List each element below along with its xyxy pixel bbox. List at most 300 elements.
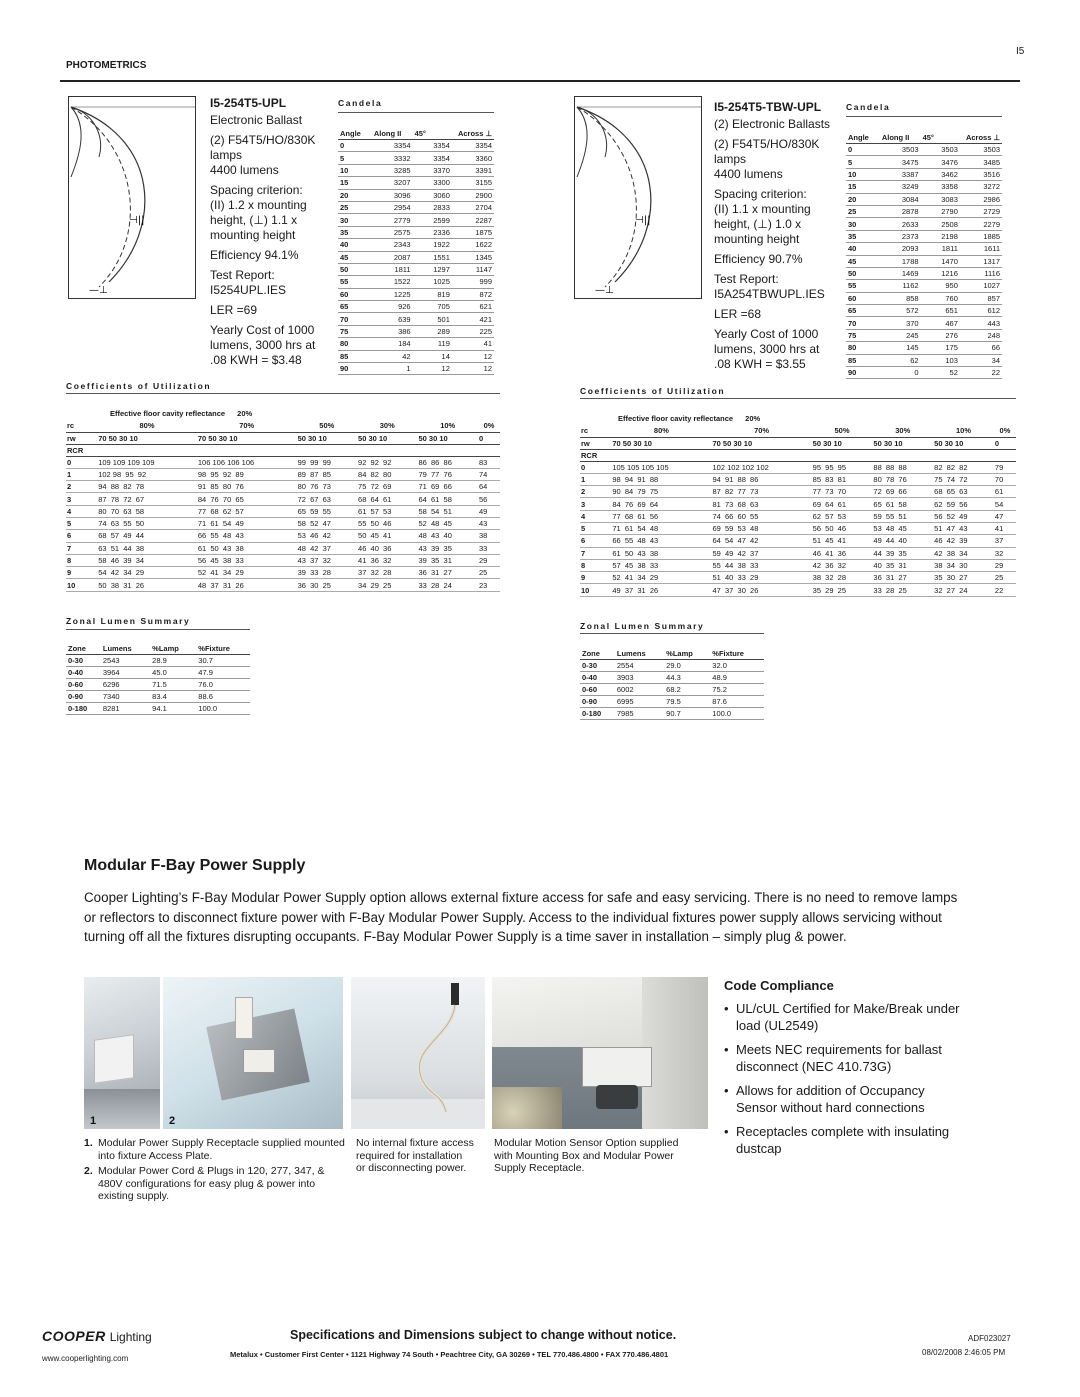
angle-cell: 85	[846, 354, 880, 366]
spec-line: Yearly Cost of 1000	[210, 323, 315, 337]
angle-cell: 20	[846, 193, 880, 205]
value-cell: 83.4	[150, 691, 196, 703]
value-cell: 1116	[960, 267, 1002, 279]
spec-line: lumens, 3000 hrs at	[210, 338, 316, 352]
angle-cell: 10	[846, 168, 880, 180]
angle-cell: 35	[338, 226, 372, 238]
table-row	[66, 703, 250, 715]
table-row	[846, 280, 1002, 292]
value-cell: 100.0	[196, 703, 250, 715]
table-row	[66, 505, 500, 517]
value-cell: 30.7	[196, 655, 250, 667]
candela-title: Candela	[846, 102, 891, 112]
spacer-cell	[812, 449, 873, 461]
value-cell: 8281	[101, 703, 150, 715]
cu-cell: 95 95 95	[812, 461, 873, 473]
value-cell: 1317	[960, 255, 1002, 267]
zonal-table-right	[580, 648, 764, 720]
value-cell: 276	[921, 329, 960, 341]
cu-cell: 38 32 28	[812, 572, 873, 584]
value-cell: 926	[372, 301, 413, 313]
rcr-cell: 2	[580, 486, 611, 498]
list-item: • Meets NEC requirements for ballast disconnect (NEC 410.73G)	[724, 1041, 960, 1075]
effective-pct: 20%	[237, 409, 253, 418]
value-cell: 1297	[413, 263, 452, 275]
doc-id: ADF023027	[968, 1334, 1011, 1343]
value-cell: 3903	[615, 672, 664, 684]
cu-cell: 92 92 92	[357, 456, 417, 468]
value-cell: 3503	[880, 144, 921, 156]
table-row	[338, 301, 494, 313]
value-cell: 3503	[960, 144, 1002, 156]
value-cell: 119	[413, 338, 452, 350]
value-cell: 572	[880, 305, 921, 317]
rc-label: rc	[580, 425, 611, 437]
cu-cell: 29	[994, 559, 1016, 571]
value-cell: 612	[960, 305, 1002, 317]
value-cell: 1875	[452, 226, 494, 238]
value-cell: 29.0	[664, 660, 710, 672]
value-cell: 103	[921, 354, 960, 366]
value-cell: 3475	[880, 156, 921, 168]
col-across: Across ⊥	[452, 128, 494, 140]
spacer-cell	[97, 444, 197, 456]
zone-cell: 0-30	[66, 655, 101, 667]
table-row	[846, 317, 1002, 329]
value-cell: 94.1	[150, 703, 196, 715]
table-row	[580, 473, 1016, 485]
rw-value: 0	[994, 437, 1016, 449]
cu-cell: 81 73 68 63	[712, 498, 812, 510]
svg-text:—⊥: —⊥	[595, 285, 614, 296]
cu-cell: 94 88 82 78	[97, 481, 197, 493]
bullet-text: Receptacles complete with insulating dustcap	[736, 1124, 950, 1156]
value-cell: 68.2	[664, 684, 710, 696]
col-45: 45°	[921, 132, 960, 144]
value-cell: 3391	[452, 164, 494, 176]
rc-value: 70%	[712, 425, 812, 437]
cu-cell: 80 70 63 58	[97, 505, 197, 517]
value-cell: 1811	[372, 263, 413, 275]
spec-line: lumens, 3000 hrs at	[714, 342, 820, 356]
page-number: I5	[1016, 46, 1025, 57]
cu-cell: 105 105 105 105	[611, 461, 711, 473]
rw-value: 50 30 10	[872, 437, 933, 449]
cu-cell: 46 41 36	[812, 547, 873, 559]
zone-cell: 0-40	[66, 667, 101, 679]
angle-cell: 50	[846, 267, 880, 279]
cu-cell: 51 45 41	[812, 535, 873, 547]
value-cell: 1216	[921, 267, 960, 279]
value-cell: 1162	[880, 280, 921, 292]
value-cell: 857	[960, 292, 1002, 304]
rc-value: 50%	[297, 420, 357, 432]
divider	[846, 116, 1002, 117]
cu-cell: 56 50 46	[812, 522, 873, 534]
cu-cell: 91 85 80 76	[197, 481, 297, 493]
cu-cell: 48 37 31 26	[197, 579, 297, 591]
value-cell: 2343	[372, 239, 413, 251]
cu-cell: 49	[478, 505, 500, 517]
table-row	[846, 205, 1002, 217]
cu-cell: 61 57 53	[357, 505, 417, 517]
brand-name: COOPER	[42, 1328, 106, 1344]
rw-value: 70 50 30 10	[611, 437, 711, 449]
list-item: • UL/cUL Certified for Make/Break under load (UL2549)	[724, 1001, 960, 1033]
spec-line: lamps	[210, 148, 243, 162]
table-row	[580, 498, 1016, 510]
cu-cell: 52 48 45	[418, 517, 478, 529]
rcr-label: RCR	[66, 444, 97, 456]
caption-4: Modular Motion Sensor Option supplied with Mounting Box and Modular Power Supply Receptacle.	[494, 1137, 679, 1174]
rc-row	[580, 425, 1016, 437]
angle-cell: 70	[338, 313, 372, 325]
cu-cell: 48 43 40	[418, 530, 478, 542]
cu-cell: 85 83 81	[812, 473, 873, 485]
effective-label-right	[618, 414, 760, 423]
cu-cell: 61	[994, 486, 1016, 498]
spec-line: Test Report:	[210, 268, 275, 282]
cu-cell: 79	[994, 461, 1016, 473]
value-cell: 14	[413, 350, 452, 362]
rc-value: 80%	[97, 420, 197, 432]
cu-cell: 84 76 70 65	[197, 493, 297, 505]
table-row	[846, 230, 1002, 242]
table-row	[338, 363, 494, 375]
spec-line: (2) Electronic Ballasts	[714, 117, 831, 131]
caption-text: Modular Power Cord & Plugs in 120, 277, 347, & 480V configurations for easy plug & power into existing supply.	[98, 1165, 325, 1202]
cu-cell: 98 95 92 89	[197, 468, 297, 480]
table-row	[580, 547, 1016, 559]
value-cell: 858	[880, 292, 921, 304]
spec-line: 4400 lumens	[210, 163, 279, 177]
cu-cell: 51 47 43	[933, 522, 994, 534]
candela-title-right	[846, 102, 890, 112]
cu-cell: 61 50 43 38	[611, 547, 711, 559]
value-cell: 2954	[372, 201, 413, 213]
value-cell: 3476	[921, 156, 960, 168]
value-cell: 386	[372, 325, 413, 337]
cu-cell: 69 64 61	[812, 498, 873, 510]
cu-cell: 71 69 66	[418, 481, 478, 493]
photo-motion-sensor	[492, 977, 708, 1129]
rcr-cell: 7	[66, 542, 97, 554]
cu-cell: 68 57 49 44	[97, 530, 197, 542]
cu-cell: 106 106 106 106	[197, 456, 297, 468]
cu-cell: 50 45 41	[357, 530, 417, 542]
rcr-cell: 1	[580, 473, 611, 485]
divider	[66, 629, 250, 630]
angle-cell: 80	[846, 342, 880, 354]
angle-cell: 30	[846, 218, 880, 230]
value-cell: 3285	[372, 164, 413, 176]
cu-cell: 83	[478, 456, 500, 468]
value-cell: 651	[921, 305, 960, 317]
rcr-cell: 5	[580, 522, 611, 534]
table-row	[66, 481, 500, 493]
angle-cell: 0	[846, 144, 880, 156]
rcr-cell: 6	[580, 535, 611, 547]
rw-row	[66, 432, 500, 444]
rcr-cell: 10	[580, 584, 611, 596]
value-cell: 3485	[960, 156, 1002, 168]
value-cell: 2729	[960, 205, 1002, 217]
table-row	[338, 226, 494, 238]
spacer-cell	[712, 449, 812, 461]
table-row	[66, 456, 500, 468]
zone-cell: 0-40	[580, 672, 615, 684]
value-cell: 1611	[960, 243, 1002, 255]
cu-cell: 68 64 61	[357, 493, 417, 505]
table-row	[580, 559, 1016, 571]
angle-cell: 60	[846, 292, 880, 304]
cu-cell: 57 45 38 33	[611, 559, 711, 571]
cu-table-right	[580, 425, 1016, 597]
cu-cell: 68 65 63	[933, 486, 994, 498]
value-cell: 62	[880, 354, 921, 366]
cu-cell: 47 37 30 26	[712, 584, 812, 596]
cu-table-left	[66, 420, 500, 592]
cu-cell: 22	[994, 584, 1016, 596]
cu-cell: 70	[994, 473, 1016, 485]
table-row	[338, 164, 494, 176]
cu-cell: 44 39 35	[872, 547, 933, 559]
rcr-cell: 10	[66, 579, 97, 591]
spec-line: (II) 1.1 x mounting	[714, 202, 811, 216]
cu-cell: 58 54 51	[418, 505, 478, 517]
value-cell: 2198	[921, 230, 960, 242]
bullet-text: Allows for addition of Occupancy Sensor without hard connections	[736, 1083, 925, 1115]
value-cell: 705	[413, 301, 452, 313]
cu-cell: 64 54 47 42	[712, 535, 812, 547]
value-cell: 1025	[413, 276, 452, 288]
candela-curve-left	[68, 96, 196, 299]
table-row	[580, 684, 764, 696]
value-cell: 1885	[960, 230, 1002, 242]
rw-value: 50 30 10	[812, 437, 873, 449]
cu-cell: 46 40 36	[357, 542, 417, 554]
zone-cell: 0-90	[580, 696, 615, 708]
rcr-cell: 9	[580, 572, 611, 584]
spec-line: Efficiency 90.7%	[714, 252, 803, 266]
spec-line: LER =68	[714, 307, 762, 321]
cu-cell: 80 76 73	[297, 481, 357, 493]
angle-cell: 45	[846, 255, 880, 267]
rw-label: rw	[580, 437, 611, 449]
value-cell: 12	[452, 350, 494, 362]
value-cell: 289	[413, 325, 452, 337]
value-cell: 28.9	[150, 655, 196, 667]
caption-text: Modular Power Supply Receptacle supplied mounted into fixture Access Plate.	[98, 1137, 345, 1162]
rcr-cell: 2	[66, 481, 97, 493]
value-cell: 2633	[880, 218, 921, 230]
svg-text:—⊥: —⊥	[89, 285, 108, 296]
candela-table-right	[846, 132, 1002, 379]
value-cell: 3354	[452, 140, 494, 152]
value-cell: 3964	[101, 667, 150, 679]
table-row	[580, 584, 1016, 596]
value-cell: 66	[960, 342, 1002, 354]
value-cell: 12	[452, 363, 494, 375]
zonal-table-left	[66, 643, 250, 715]
rw-value: 70 50 30 10	[97, 432, 197, 444]
angle-cell: 0	[338, 140, 372, 152]
table-row	[338, 338, 494, 350]
candela-title-left	[338, 98, 382, 108]
value-cell: 950	[921, 280, 960, 292]
value-cell: 71.5	[150, 679, 196, 691]
code-compliance-list	[724, 1000, 960, 1157]
cu-cell: 102 102 102 102	[712, 461, 812, 473]
cu-cell: 75 74 72	[933, 473, 994, 485]
table-row	[338, 239, 494, 251]
value-cell: 1922	[413, 239, 452, 251]
value-cell: 2093	[880, 243, 921, 255]
rw-value: 70 50 30 10	[197, 432, 297, 444]
rc-label: rc	[66, 420, 97, 432]
spec-line: lamps	[714, 152, 747, 166]
value-cell: 2373	[880, 230, 921, 242]
cu-cell: 29	[478, 554, 500, 566]
divider	[580, 398, 1016, 399]
cu-cell: 98 94 91 88	[611, 473, 711, 485]
cu-cell: 46 42 39	[933, 535, 994, 547]
cu-cell: 38	[478, 530, 500, 542]
table-row	[846, 367, 1002, 379]
rw-label: rw	[66, 432, 97, 444]
table-row	[338, 177, 494, 189]
col-zone: Zone	[66, 643, 101, 655]
spec-line: Yearly Cost of 1000	[714, 327, 819, 341]
table-row	[846, 168, 1002, 180]
zone-cell: 0-180	[66, 703, 101, 715]
value-cell: 79.5	[664, 696, 710, 708]
value-cell: 7340	[101, 691, 150, 703]
value-cell: 6296	[101, 679, 150, 691]
model-name: I5-254T5-TBW-UPL	[714, 100, 822, 114]
value-cell: 1225	[372, 288, 413, 300]
spec-line: Electronic Ballast	[210, 113, 303, 127]
cu-cell: 41	[994, 522, 1016, 534]
value-cell: 1811	[921, 243, 960, 255]
table-row	[66, 493, 500, 505]
table-row	[580, 510, 1016, 522]
rcr-cell: 4	[580, 510, 611, 522]
angle-cell: 15	[338, 177, 372, 189]
photo-no-access	[351, 977, 485, 1129]
rw-value: 50 30 10	[418, 432, 478, 444]
cu-cell: 54	[994, 498, 1016, 510]
photo-power-cord	[163, 977, 343, 1129]
value-cell: 760	[921, 292, 960, 304]
spacer-cell	[418, 444, 478, 456]
value-cell: 175	[921, 342, 960, 354]
value-cell: 248	[960, 329, 1002, 341]
table-row	[338, 263, 494, 275]
value-cell: 2878	[880, 205, 921, 217]
spec-line: 4400 lumens	[714, 167, 783, 181]
value-cell: 145	[880, 342, 921, 354]
value-cell: 1470	[921, 255, 960, 267]
col-angle: Angle	[846, 132, 880, 144]
effective-pct: 20%	[745, 414, 761, 423]
rcr-cell: 0	[580, 461, 611, 473]
website-link[interactable]: www.cooperlighting.com	[42, 1354, 129, 1363]
cu-cell: 66 55 48 43	[197, 530, 297, 542]
table-row	[66, 530, 500, 542]
table-row	[846, 305, 1002, 317]
col-lumens: Lumens	[615, 648, 664, 660]
list-item: • Allows for addition of Occupancy Sensor without hard connections	[724, 1082, 960, 1116]
value-cell: 3462	[921, 168, 960, 180]
table-row	[338, 276, 494, 288]
table-row	[66, 567, 500, 579]
photo-receptacle	[84, 977, 160, 1129]
rcr-cell: 3	[580, 498, 611, 510]
cu-cell: 59 55 51	[872, 510, 933, 522]
col-fixture: %Fixture	[710, 648, 764, 660]
angle-cell: 20	[338, 189, 372, 201]
cu-cell: 56 52 49	[933, 510, 994, 522]
value-cell: 245	[880, 329, 921, 341]
rcr-cell: 5	[66, 517, 97, 529]
table-row	[338, 140, 494, 152]
rc-value: 10%	[418, 420, 478, 432]
cu-cell: 54 42 34 29	[97, 567, 197, 579]
cu-cell: 109 109 109 109	[97, 456, 197, 468]
value-cell: 1622	[452, 239, 494, 251]
cu-cell: 64	[478, 481, 500, 493]
candela-table-left	[338, 128, 494, 375]
angle-cell: 60	[338, 288, 372, 300]
value-cell: 2336	[413, 226, 452, 238]
table-row	[846, 144, 1002, 156]
cu-cell: 72 69 66	[872, 486, 933, 498]
cu-cell: 23	[478, 579, 500, 591]
cu-cell: 25	[994, 572, 1016, 584]
code-compliance-title: Code Compliance	[724, 978, 834, 993]
brand-sub: Lighting	[109, 1330, 152, 1344]
value-cell: 47.9	[196, 667, 250, 679]
value-cell: 45.0	[150, 667, 196, 679]
table-row	[580, 522, 1016, 534]
cu-cell: 33	[478, 542, 500, 554]
value-cell: 3370	[413, 164, 452, 176]
table-row	[846, 255, 1002, 267]
rcr-row	[580, 449, 1016, 461]
cu-cell: 43 37 32	[297, 554, 357, 566]
table-row	[338, 350, 494, 362]
value-cell: 2900	[452, 189, 494, 201]
value-cell: 501	[413, 313, 452, 325]
value-cell: 3083	[921, 193, 960, 205]
angle-cell: 85	[338, 350, 372, 362]
table-row	[846, 243, 1002, 255]
spec-line: Efficiency 94.1%	[210, 248, 299, 262]
table-row	[338, 214, 494, 226]
rc-value: 50%	[812, 425, 873, 437]
table-row	[846, 193, 1002, 205]
cu-cell: 89 87 85	[297, 468, 357, 480]
cu-title-left: Coefficients of Utilization	[66, 381, 212, 391]
value-cell: 2575	[372, 226, 413, 238]
value-cell: 34	[960, 354, 1002, 366]
footer-notice: Specifications and Dimensions subject to change without notice.	[290, 1328, 677, 1342]
spec-line: mounting height	[210, 228, 296, 242]
rcr-cell: 3	[66, 493, 97, 505]
rc-value: 80%	[611, 425, 711, 437]
value-cell: 370	[880, 317, 921, 329]
